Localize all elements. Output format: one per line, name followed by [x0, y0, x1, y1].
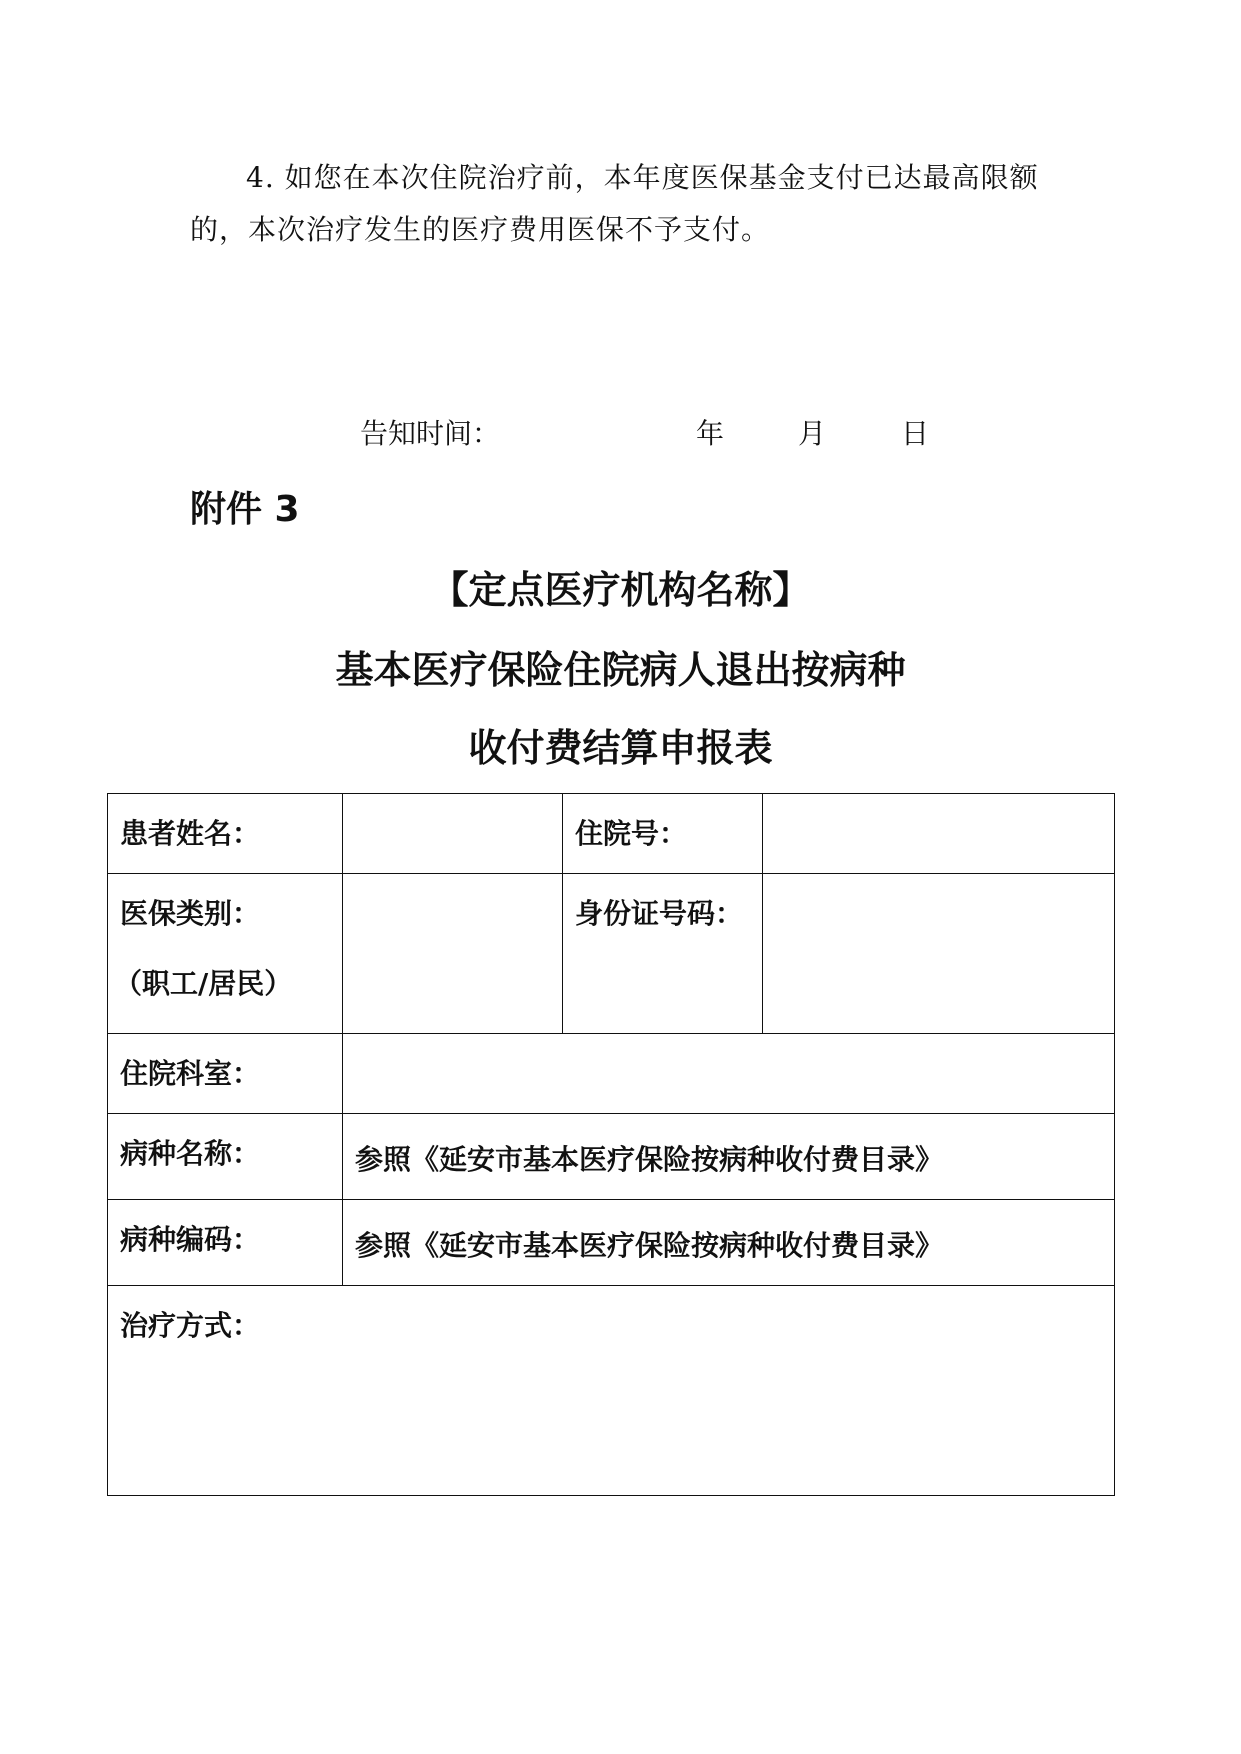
notice-time-line: [0, 408, 1241, 460]
treatment-method-label: 治疗方式：: [120, 1309, 261, 1342]
id-number-label: 身份证号码：: [563, 874, 763, 1034]
department-field[interactable]: [343, 1034, 1115, 1114]
declaration-form-table: [107, 793, 1115, 1496]
form-title-line-2: 收付费结算申报表: [468, 726, 773, 770]
form-row-treatment: [108, 1286, 1115, 1496]
disease-name-value: 参照《延安市基本医疗保险按病种收付费目录》: [343, 1114, 1115, 1200]
admission-number-label: 住院号：: [563, 794, 763, 874]
form-row-patient: [108, 794, 1115, 874]
notice-month-label: 月: [798, 417, 827, 450]
notice-item-4-line2: 的，本次治疗发生的医疗费用医保不予支付。: [190, 213, 771, 246]
form-row-disease-name: [108, 1114, 1115, 1200]
form-row-insurance: [108, 874, 1115, 1034]
notice-item-4-line1: 4. 如您在本次住院治疗前，本年度医保基金支付已达最高限额: [246, 161, 1039, 194]
disease-code-value: 参照《延安市基本医疗保险按病种收付费目录》: [343, 1200, 1115, 1286]
insurance-type-cell: [108, 874, 343, 1034]
institution-title: 【定点医疗机构名称】: [430, 568, 811, 612]
department-label: 住院科室：: [108, 1034, 343, 1114]
form-title-line-1: 基本医疗保险住院病人退出按病种: [335, 648, 906, 692]
attachment-label: 附件 3: [190, 489, 300, 530]
patient-name-field[interactable]: [343, 794, 563, 874]
insurance-type-sublabel: （职工/居民）: [114, 967, 293, 1000]
notice-item-4: [190, 152, 1070, 256]
notice-day-label: 日: [901, 417, 930, 450]
form-row-department: [108, 1034, 1115, 1114]
insurance-type-field[interactable]: [343, 874, 563, 1034]
disease-code-label: 病种编码：: [108, 1200, 343, 1286]
form-row-disease-code: [108, 1200, 1115, 1286]
admission-number-field[interactable]: [763, 794, 1115, 874]
notice-time-label: 告知时间：: [360, 417, 501, 450]
notice-year-label: 年: [696, 417, 725, 450]
treatment-method-cell[interactable]: [108, 1286, 1115, 1496]
patient-name-label: 患者姓名：: [108, 794, 343, 874]
disease-name-label: 病种名称：: [108, 1114, 343, 1200]
insurance-type-label: 医保类别：: [120, 897, 261, 930]
id-number-field[interactable]: [763, 874, 1115, 1034]
